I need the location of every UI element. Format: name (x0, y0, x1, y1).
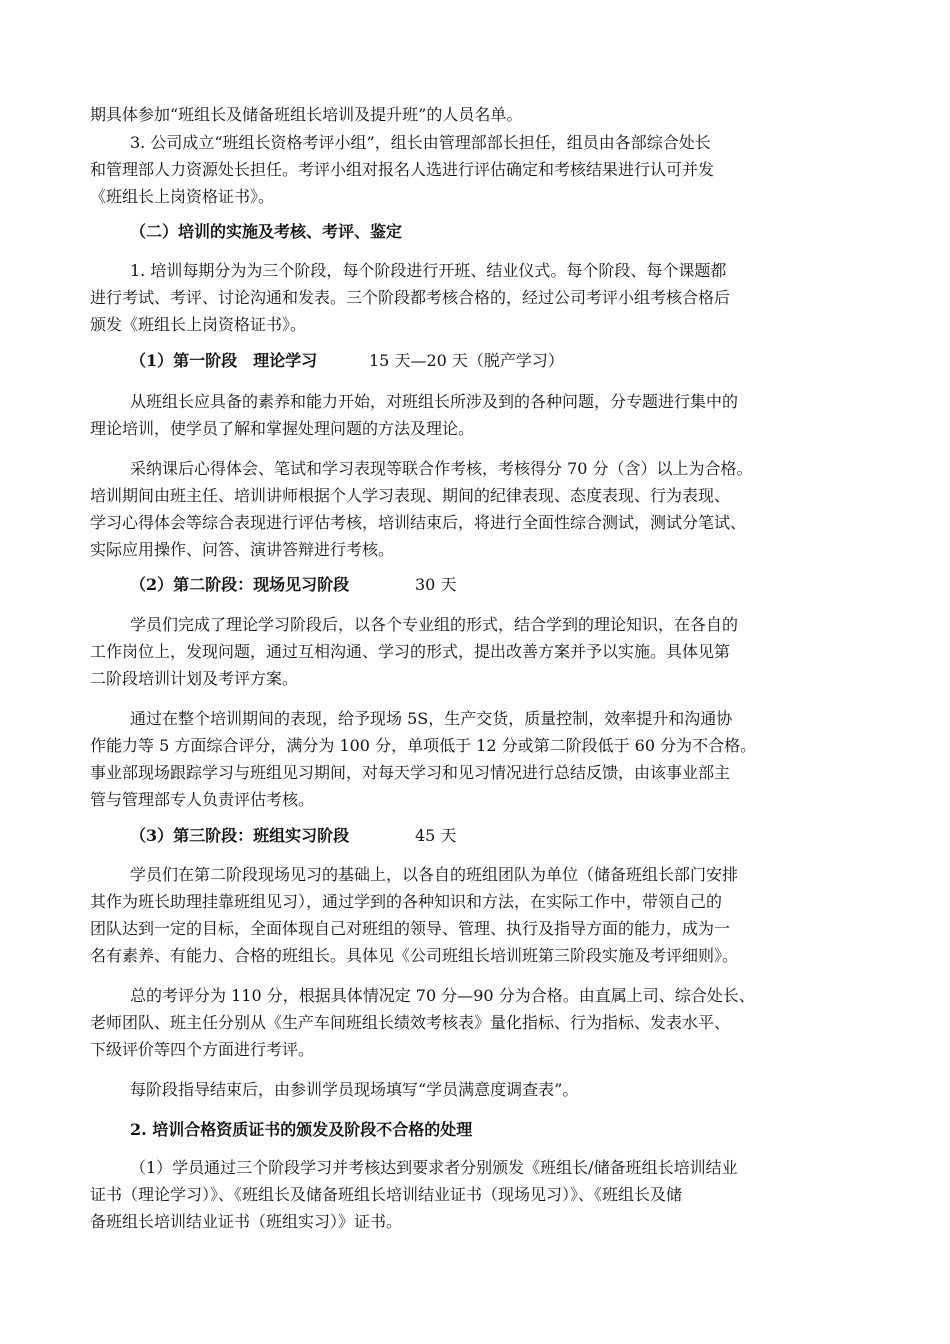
stage-duration: 15 天—20 天（脱产学习） (369, 351, 564, 370)
paragraph-line: 通过在整个培训期间的表现，给予现场 5S，生产交货，质量控制，效率提升和沟通协 (130, 709, 733, 728)
paragraph-line: 作能力等 5 方面综合评分，满分为 100 分，单项低于 12 分或第二阶段低于 60 分为不合格。 (90, 736, 757, 755)
paragraph-line: 颁发《班组长上岗资格证书》。 (90, 315, 307, 334)
paragraph-line: 采纳课后心得体会、笔试和学习表现等联合作考核，考核得分 70 分（含）以上为合格。 (130, 459, 753, 478)
paragraph-line: 事业部现场跟踪学习与班组见习期间，对每天学习和见习情况进行总结反馈，由该事业部主 (90, 763, 731, 782)
paragraph-line: 《班组长上岗资格证书》。 (90, 187, 275, 206)
paragraph-line: 培训期间由班主任、培训讲师根据个人学习表现、期间的纪律表现、态度表现、行为表现、 (90, 486, 731, 505)
section-heading: （二）培训的实施及考核、考评、鉴定 (130, 222, 403, 241)
paragraph-line: 3. 公司成立“班组长资格考评小组”，组长由管理部部长担任，组员由各部综合处长 (130, 133, 711, 152)
paragraph-line: 团队达到一定的目标，全面体现自己对班组的领导、管理、执行及指导方面的能力，成为一 (90, 919, 731, 938)
paragraph-line: 工作岗位上，发现问题，通过互相沟通、学习的形式，提出改善方案并予以实施。具体见第 (90, 642, 731, 661)
paragraph-line: 学员们完成了理论学习阶段后，以各个专业组的形式，结合学到的理论知识，在各自的 (130, 615, 739, 634)
paragraph-line: 每阶段指导结束后，由参训学员现场填写“学员满意度调查表”。 (130, 1080, 579, 1099)
paragraph-line: 其作为班长助理挂靠班组见习），通过学到的各种知识和方法，在实际工作中，带领自己的 (90, 892, 723, 911)
paragraph-line: 名有素养、有能力、合格的班组长。具体见《公司班组长培训班第三阶段实施及考评细则》。 (90, 946, 739, 965)
stage-heading: （2）第二阶段：现场见习阶段 (130, 575, 350, 594)
paragraph-line: 证书（理论学习）》、《班组长及储备班组长培训结业证书（现场见习）》、《班组长及储 (90, 1185, 683, 1204)
paragraph-line: 管与管理部专人负责评估考核。 (90, 790, 315, 809)
stage-duration: 30 天 (415, 575, 457, 594)
paragraph-line: 理论培训，使学员了解和掌握处理问题的方法及理论。 (90, 419, 475, 438)
paragraph-line: 实际应用操作、问答、演讲答辩进行考核。 (90, 540, 395, 559)
paragraph-line: 学习心得体会等综合表现进行评估考核，培训结束后，将进行全面性综合测试，测试分笔试、 (90, 513, 747, 532)
paragraph-line: 下级评价等四个方面进行考评。 (90, 1040, 315, 1059)
section-heading: 2. 培训合格资质证书的颁发及阶段不合格的处理 (130, 1120, 473, 1139)
paragraph-line: 备班组长培训结业证书（班组实习）》证书。 (90, 1212, 403, 1231)
paragraph-line: 二阶段培训计划及考评方案。 (90, 669, 299, 688)
paragraph-line: （1）学员通过三个阶段学习并考核达到要求者分别颁发《班组长/储备班组长培训结业 (130, 1158, 738, 1177)
paragraph-line: 进行考试、考评、讨论沟通和发表。三个阶段都考核合格的，经过公司考评小组考核合格后 (90, 288, 731, 307)
paragraph-line: 从班组长应具备的素养和能力开始，对班组长所涉及到的各种问题，分专题进行集中的 (130, 392, 739, 411)
paragraph-line: 学员们在第二阶段现场见习的基础上，以各自的班组团队为单位（储备班组长部门安排 (130, 865, 739, 884)
paragraph-line: 期具体参加“班组长及储备班组长培训及提升班”的人员名单。 (90, 105, 523, 124)
stage-heading: （1）第一阶段 理论学习 (130, 351, 318, 370)
paragraph-line: 1. 培训每期分为为三个阶段，每个阶段进行开班、结业仪式。每个阶段、每个课题都 (130, 261, 727, 280)
stage-heading: （3）第三阶段：班组实习阶段 (130, 826, 350, 845)
stage-duration: 45 天 (415, 826, 457, 845)
paragraph-line: 总的考评分为 110 分，根据具体情况定 70 分—90 分为合格。由直属上司、综合处长、 (130, 986, 755, 1005)
paragraph-line: 老师团队、班主任分别从《生产车间班组长绩效考核表》量化指标、行为指标、发表水平、 (90, 1013, 731, 1032)
paragraph-line: 和管理部人力资源处长担任。考评小组对报名人选进行评估确定和考核结果进行认可并发 (90, 160, 715, 179)
